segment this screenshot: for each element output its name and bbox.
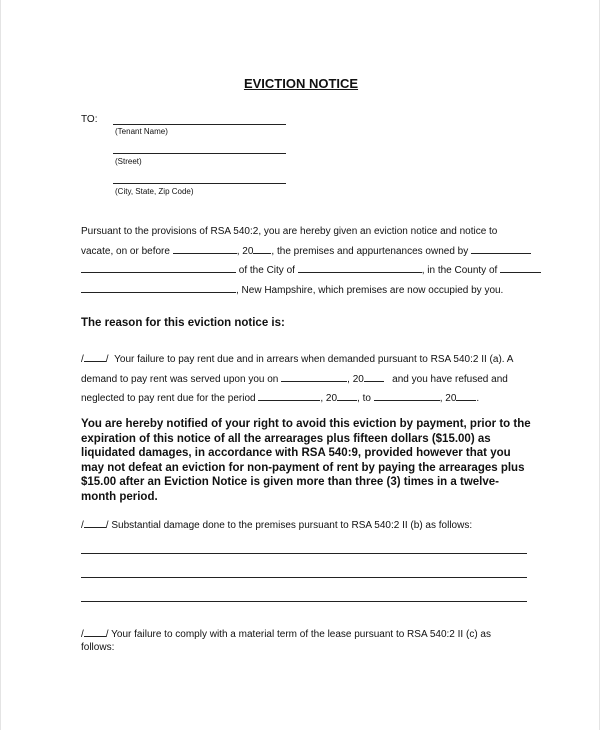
reason-a-checkbox[interactable]: / / [81, 350, 109, 370]
payment-notice: You are hereby notified of your right to avoid this eviction by payment, prior to the expiration of this notice of all the arrearages plus fifteen dollars ($15.00) as liquidated damages, in accordance with RSA 540:9, provided however that you may not defeat an eviction for non-payment of rent by paying the arrearages plus $15.00 after an Eviction Notice is given more than three (3) times in a twelve-month period. [81, 418, 531, 503]
document-title: EVICTION NOTICE [243, 76, 359, 91]
reason-b-checkbox[interactable]: / / [81, 516, 109, 536]
city-blank[interactable] [298, 261, 422, 273]
owner-name-blank[interactable] [471, 242, 531, 254]
owner-name-continued-blank[interactable] [81, 261, 236, 273]
period-end-year-blank[interactable] [456, 389, 476, 401]
reason-c-line-2: follows: [81, 642, 115, 653]
vacate-date-blank[interactable] [173, 242, 237, 254]
reason-heading: The reason for this eviction notice is: [81, 317, 285, 329]
intro-line-4: , New Hampshire, which premises are now occupied by you. [81, 281, 541, 301]
period-end-blank[interactable] [374, 389, 440, 401]
reason-b-line: / / Substantial damage done to the premises pursuant to RSA 540:2 II (b) as follows: [81, 516, 472, 536]
demand-year-blank[interactable] [364, 370, 384, 382]
intro-line-3: of the City of , in the County of [81, 261, 541, 281]
tenant-name-line[interactable] [113, 124, 286, 125]
street-caption: (Street) [115, 157, 142, 166]
reason-c-paragraph [81, 625, 491, 654]
reason-c-line-1: / / Your failure to comply with a material term of the lease pursuant to RSA 540:2 II (c) as [81, 625, 491, 641]
damage-description-line-1[interactable] [81, 553, 527, 554]
reason-b-paragraph [81, 516, 472, 536]
tenant-name-caption: (Tenant Name) [115, 127, 168, 136]
reason-a-line-1: / / Your failure to pay rent due and in arrears when demanded pursuant to RSA 540:2 II (a). A [81, 350, 513, 370]
damage-description-line-2[interactable] [81, 577, 527, 578]
period-start-blank[interactable] [258, 389, 320, 401]
vacate-year-blank[interactable] [253, 242, 271, 254]
county-blank[interactable] [500, 261, 541, 273]
intro-line-2: vacate, on or before , 20 , the premises and appurtenances owned by [81, 242, 541, 262]
damage-description-line-3[interactable] [81, 601, 527, 602]
street-line[interactable] [113, 153, 286, 154]
city-state-zip-caption: (City, State, Zip Code) [115, 187, 194, 196]
county-continued-blank[interactable] [81, 281, 236, 293]
reason-c-checkbox[interactable]: / / [81, 625, 109, 641]
city-state-zip-line[interactable] [113, 183, 286, 184]
intro-paragraph [81, 223, 541, 300]
reason-a-paragraph [81, 350, 513, 409]
reason-a-line-2: demand to pay rent was served upon you on , 20 and you have refused and [81, 370, 513, 390]
intro-line-1: Pursuant to the provisions of RSA 540:2, you are hereby given an eviction notice and notice to [81, 226, 498, 237]
demand-date-blank[interactable] [281, 370, 347, 382]
period-start-year-blank[interactable] [337, 389, 357, 401]
reason-a-line-3: neglected to pay rent due for the period , 20 , to , 20 . [81, 389, 513, 409]
to-label: TO: [81, 114, 98, 125]
